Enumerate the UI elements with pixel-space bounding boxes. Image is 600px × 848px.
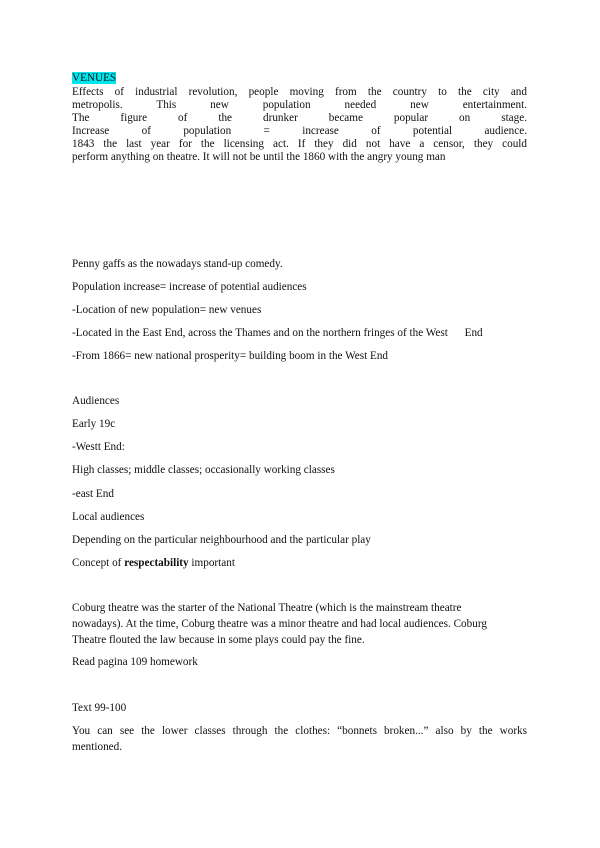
note-penny-gaffs: Penny gaffs as the nowadays stand-up comedy. bbox=[72, 258, 283, 270]
coburg-line-2: nowadays). At the time, Coburg theatre was a minor theatre and had local audiences. Coburg bbox=[72, 618, 487, 630]
note-located: -Located in the East End, across the Thames and on the northern fringes of the West End bbox=[72, 327, 483, 339]
venues-line-1: Effects of industrial revolution, people moving from the country to the city and bbox=[72, 86, 527, 98]
section-heading-venues bbox=[72, 72, 116, 85]
homework-note: Read pagina 109 homework bbox=[72, 656, 198, 668]
text-line-1: You can see the lower classes through the clothes: “bonnets broken...” also by the works bbox=[72, 725, 527, 737]
audiences-item: Local audiences bbox=[72, 511, 145, 523]
venues-line-4: Increase of population = increase of potential audience. bbox=[72, 125, 527, 137]
venues-line-6: perform anything on theatre. It will not be until the 1860 with the angry young man bbox=[72, 151, 446, 163]
coburg-line-1: Coburg theatre was the starter of the National Theatre (which is the mainstream theatre bbox=[72, 602, 462, 614]
note-population-increase: Population increase= increase of potential audiences bbox=[72, 281, 307, 293]
venues-line-5: 1843 the last year for the licensing act. If they did not have a censor, they could bbox=[72, 138, 527, 150]
audiences-item: -Westt End: bbox=[72, 441, 125, 453]
note-location: -Location of new population= new venues bbox=[72, 304, 262, 316]
concept-line bbox=[72, 557, 235, 570]
concept-prefix: Concept of bbox=[72, 557, 125, 569]
text-line-2: mentioned. bbox=[72, 741, 123, 753]
audiences-item: High classes; middle classes; occasionally working classes bbox=[72, 464, 335, 476]
concept-bold-word: respectability bbox=[124, 557, 189, 569]
audiences-item: -east End bbox=[72, 488, 114, 500]
concept-suffix: important bbox=[188, 557, 235, 569]
venues-line-2: metropolis. This new population needed new entertainment. bbox=[72, 99, 527, 111]
audiences-title: Audiences bbox=[72, 395, 120, 407]
coburg-line-3: Theatre flouted the law because in some plays could pay the fine. bbox=[72, 634, 365, 646]
note-from-1866: -From 1866= new national prosperity= building boom in the West End bbox=[72, 350, 389, 362]
highlighted-heading: VENUES bbox=[72, 72, 117, 84]
venues-line-3: The figure of the drunker became popular on stage. bbox=[72, 112, 527, 124]
audiences-item: Depending on the particular neighbourhood and the particular play bbox=[72, 534, 371, 546]
audiences-item: Early 19c bbox=[72, 418, 116, 430]
text-title: Text 99-100 bbox=[72, 702, 127, 714]
